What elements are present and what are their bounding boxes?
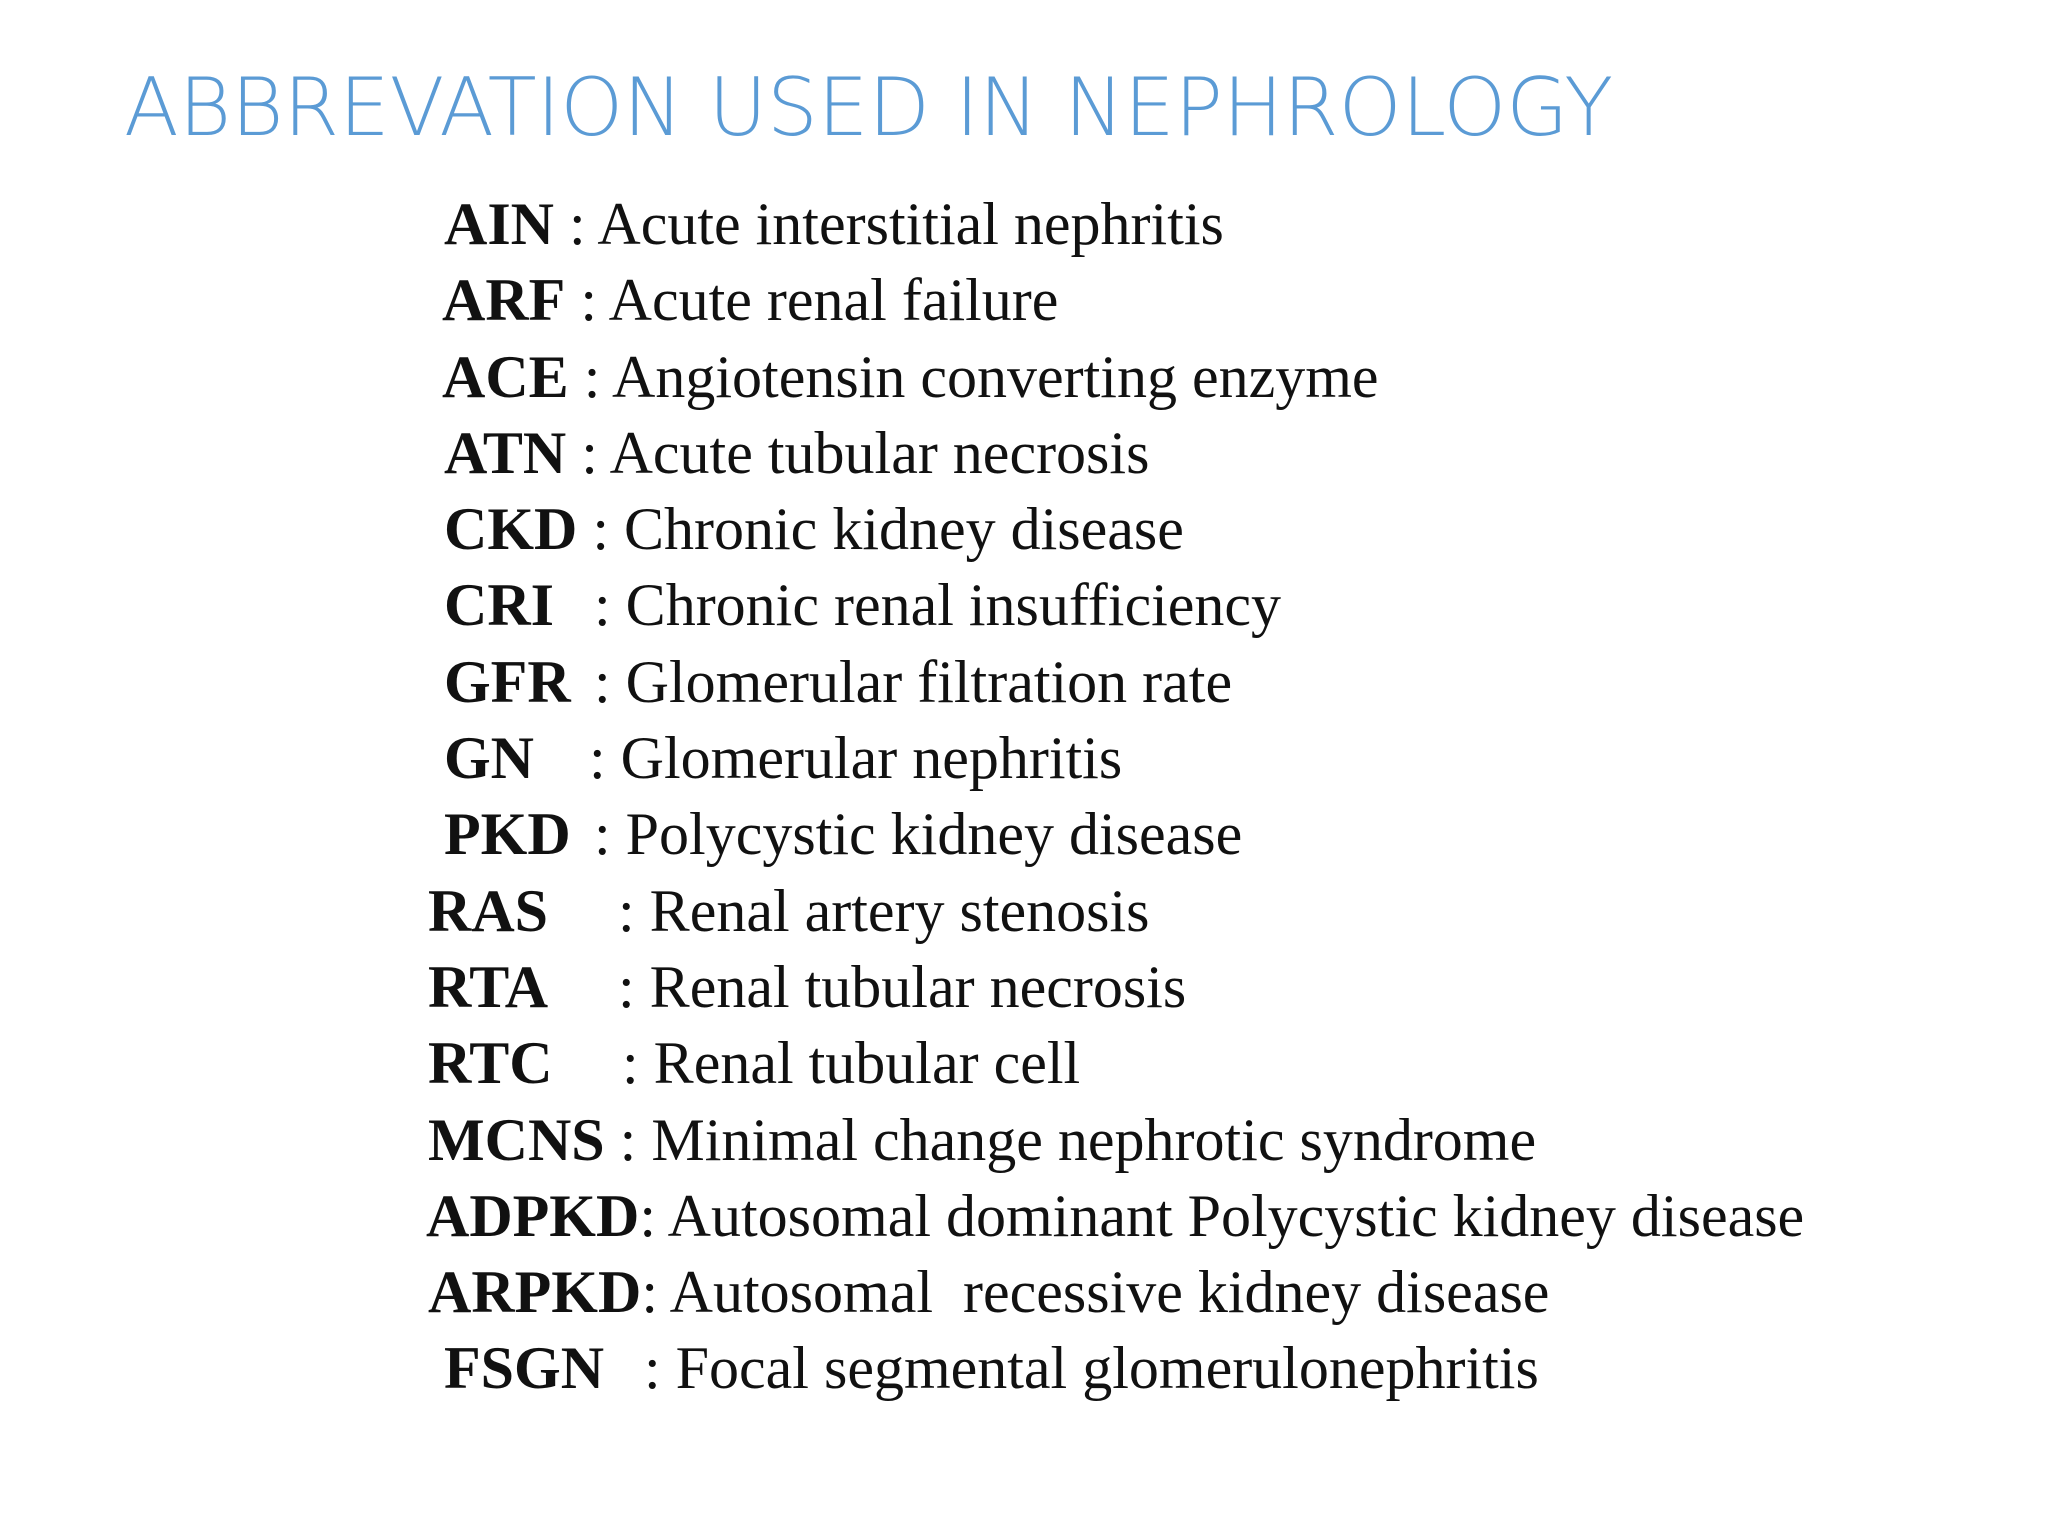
abbreviation-term: GFR: [444, 648, 571, 715]
list-item: [420, 1025, 1804, 1101]
abbreviation-term: ARF: [442, 267, 566, 334]
abbreviation-term: RTC: [428, 1030, 553, 1097]
abbreviation-term: RTA: [428, 953, 549, 1020]
abbreviation-term: ADPKD: [426, 1182, 640, 1249]
abbreviation-definition: : Polycystic kidney disease: [594, 801, 1243, 868]
abbreviation-term: FSGN: [444, 1335, 605, 1402]
abbreviation-definition: : Autosomal dominant Polycystic kidney disease: [639, 1182, 1805, 1249]
abbreviation-definition: : Angiotensin converting enzyme: [583, 343, 1379, 410]
list-item: [420, 873, 1804, 949]
abbreviation-term: ACE: [442, 343, 569, 410]
abbreviation-list: [420, 186, 1804, 1407]
abbreviation-definition: : Glomerular filtration rate: [594, 648, 1233, 715]
abbreviation-definition: : Glomerular nephritis: [589, 725, 1123, 792]
abbreviation-term: RAS: [428, 877, 549, 944]
list-item: [420, 1254, 1804, 1330]
list-item: [420, 339, 1804, 415]
abbreviation-definition: : Acute renal failure: [580, 267, 1059, 334]
abbreviation-definition: : Acute tubular necrosis: [581, 419, 1150, 486]
abbreviation-definition: : Acute interstitial nephritis: [569, 191, 1224, 257]
abbreviation-definition: : Renal tubular cell: [622, 1030, 1081, 1097]
list-item: [420, 796, 1804, 872]
abbreviation-definition: : Minimal change nephrotic syndrome: [619, 1106, 1537, 1173]
abbreviation-term: ATN: [444, 419, 567, 486]
list-item: [420, 567, 1804, 643]
list-item: [420, 1178, 1804, 1254]
list-item: [420, 720, 1804, 796]
list-item: [420, 491, 1804, 567]
list-item: [420, 262, 1804, 338]
abbreviation-definition: : Autosomal recessive kidney disease: [641, 1259, 1550, 1326]
list-item: [420, 1330, 1804, 1406]
abbreviation-definition: : Chronic renal insufficiency: [594, 572, 1282, 639]
list-item: [420, 644, 1804, 720]
abbreviation-term: PKD: [444, 801, 571, 868]
abbreviation-definition: : Focal segmental glomerulonephritis: [644, 1335, 1539, 1402]
list-item: [420, 949, 1804, 1025]
list-item: [420, 415, 1804, 491]
abbreviation-term: MCNS: [428, 1106, 605, 1173]
list-item: [420, 186, 1804, 262]
slide-title: ABBREVATION USED IN NEPHROLOGY: [124, 61, 1614, 154]
list-item: [420, 1102, 1804, 1178]
abbreviation-term: ARPKD: [428, 1259, 642, 1326]
abbreviation-definition: : Renal artery stenosis: [618, 877, 1150, 944]
abbreviation-term: CKD: [444, 496, 578, 563]
abbreviation-term: CRI: [444, 572, 555, 639]
abbreviation-term: GN: [444, 725, 534, 792]
abbreviation-term: AIN: [444, 191, 555, 257]
abbreviation-definition: : Renal tubular necrosis: [618, 953, 1187, 1020]
abbreviation-definition: : Chronic kidney disease: [592, 496, 1184, 563]
